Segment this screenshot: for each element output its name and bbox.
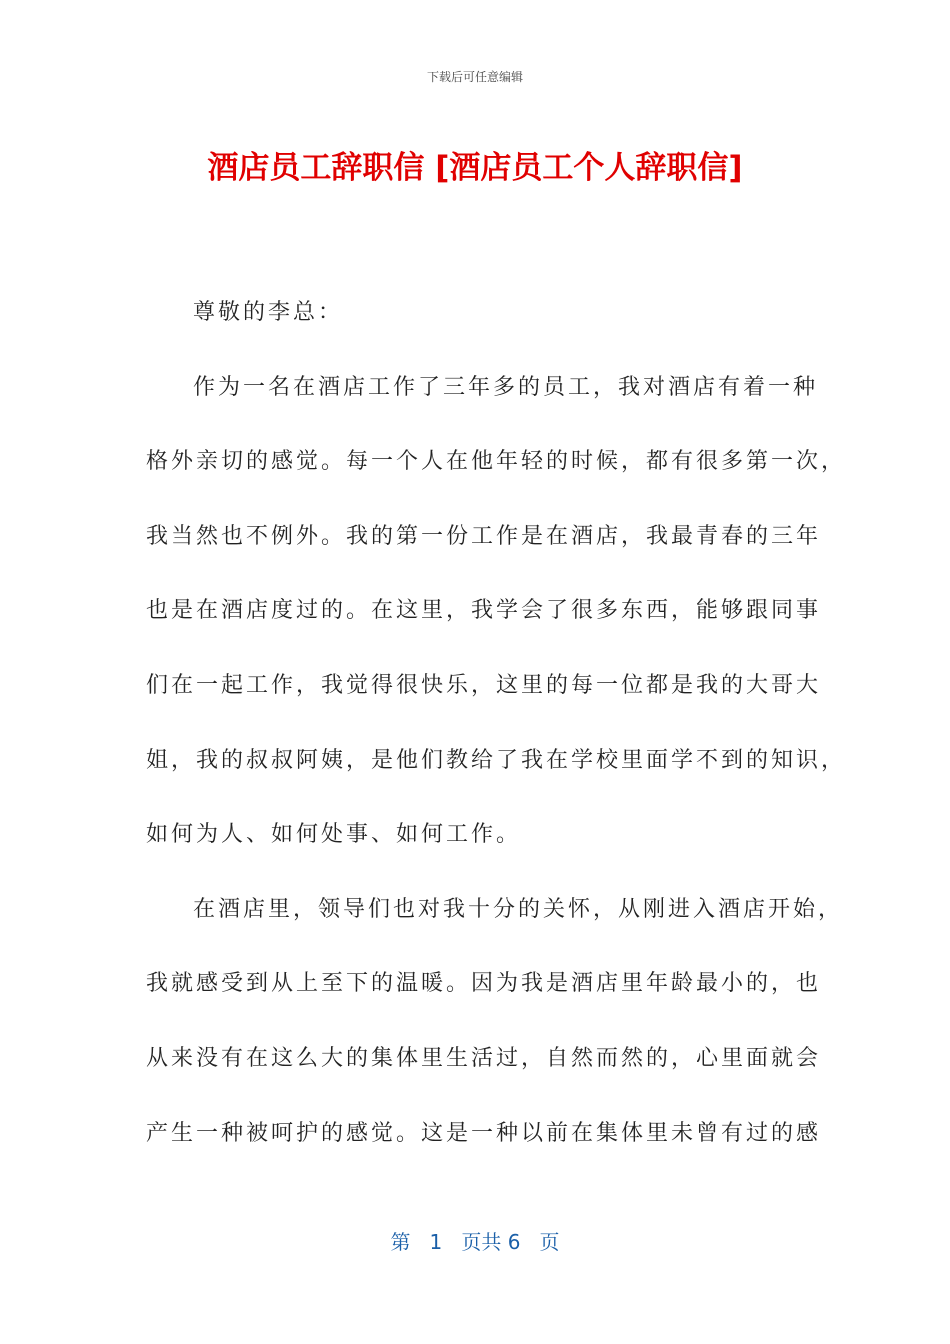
paragraph-line: 格外亲切的感觉。每一个人在他年轻的时候，都有很多第一次，	[146, 449, 847, 475]
paragraph-line: 产生一种被呵护的感觉。这是一种以前在集体里未曾有过的感	[146, 1120, 822, 1146]
paragraph-line: 从来没有在这么大的集体里生活过，自然而然的，心里面就会	[146, 1045, 822, 1071]
letter-body	[146, 276, 847, 1171]
paragraph-line: 也是在酒店度过的。在这里，我学会了很多东西，能够跟同事	[146, 598, 822, 624]
paragraph-line: 我当然也不例外。我的第一份工作是在酒店，我最青春的三年	[146, 523, 822, 549]
header-note: 下载后可任意编辑	[426, 70, 523, 84]
paragraph-line: 如何为人、如何处事、如何工作。	[146, 822, 522, 848]
paragraph-line: 在酒店里，领导们也对我十分的关怀，从刚进入酒店开始，	[193, 896, 844, 922]
paragraph-line: 作为一名在酒店工作了三年多的员工，我对酒店有着一种	[193, 374, 819, 400]
page-footer	[0, 1226, 950, 1255]
salutation-line: 尊敬的李总：	[193, 300, 344, 325]
footer-suffix: 页	[539, 1230, 560, 1254]
footer-total-pages: 6	[507, 1230, 521, 1254]
document-title: 酒店员工辞职信 [酒店员工个人辞职信]	[207, 150, 743, 186]
footer-prefix: 第	[390, 1230, 411, 1254]
footer-middle: 页共	[461, 1230, 502, 1254]
paragraph-line: 们在一起工作，我觉得很快乐，这里的每一位都是我的大哥大	[146, 672, 822, 698]
footer-page-number: 1	[429, 1230, 443, 1254]
paragraph-line: 姐，我的叔叔阿姨，是他们教给了我在学校里面学不到的知识，	[146, 747, 847, 773]
paragraph-line: 我就感受到从上至下的温暖。因为我是酒店里年龄最小的，也	[146, 971, 822, 997]
